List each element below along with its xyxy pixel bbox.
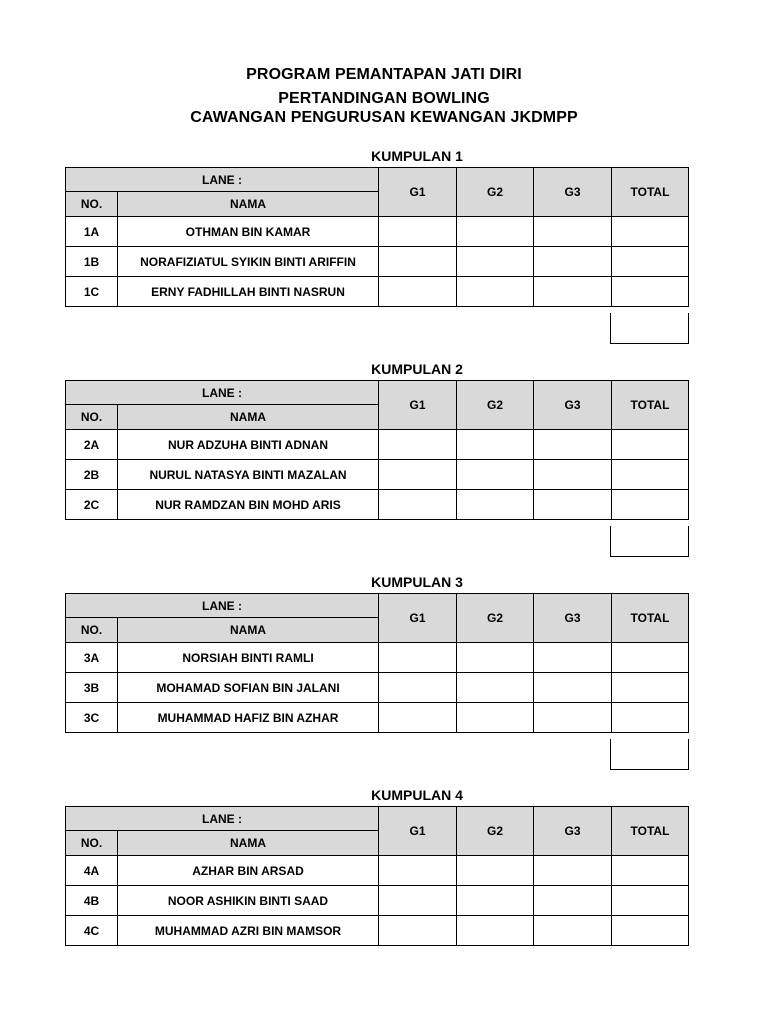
header-no: NO. (66, 405, 118, 430)
row-nama: NUR RAMDZAN BIN MOHD ARIS (118, 490, 379, 520)
g1-cell[interactable] (379, 247, 457, 277)
g1-cell[interactable] (379, 460, 457, 490)
table-row (66, 673, 689, 703)
score-table (65, 806, 689, 946)
header-total: TOTAL (612, 381, 689, 430)
total-cell[interactable] (612, 916, 689, 946)
g1-cell[interactable] (379, 703, 457, 733)
g1-cell[interactable] (379, 916, 457, 946)
row-no: 4C (66, 916, 118, 946)
g1-cell[interactable] (379, 643, 457, 673)
row-nama: NOOR ASHIKIN BINTI SAAD (118, 886, 379, 916)
g3-cell[interactable] (534, 643, 612, 673)
total-cell[interactable] (612, 886, 689, 916)
total-cell[interactable] (612, 277, 689, 307)
table-row (66, 856, 689, 886)
g3-cell[interactable] (534, 856, 612, 886)
table-row (66, 430, 689, 460)
row-nama: NUR ADZUHA BINTI ADNAN (118, 430, 379, 460)
header-g2: G2 (457, 594, 534, 643)
g2-cell[interactable] (457, 856, 534, 886)
document-department: CAWANGAN PENGURUSAN KEWANGAN JKDMPP (190, 109, 578, 126)
g3-cell[interactable] (534, 430, 612, 460)
document-title: PROGRAM PEMANTAPAN JATI DIRI (246, 66, 522, 83)
table-row (66, 490, 689, 520)
table-row (66, 247, 689, 277)
g2-cell[interactable] (457, 703, 534, 733)
table-row (66, 217, 689, 247)
row-nama: ERNY FADHILLAH BINTI NASRUN (118, 277, 379, 307)
g2-cell[interactable] (457, 673, 534, 703)
g2-cell[interactable] (457, 217, 534, 247)
table-row (66, 886, 689, 916)
document-subtitle: PERTANDINGAN BOWLING (278, 90, 490, 107)
row-no: 2A (66, 430, 118, 460)
row-no: 4B (66, 886, 118, 916)
g3-cell[interactable] (534, 916, 612, 946)
lane-label: LANE : (66, 381, 379, 405)
lane-label: LANE : (66, 807, 379, 831)
row-no: 4A (66, 856, 118, 886)
g3-cell[interactable] (534, 886, 612, 916)
total-cell[interactable] (612, 430, 689, 460)
score-table (65, 380, 689, 520)
g2-cell[interactable] (457, 490, 534, 520)
row-nama: OTHMAN BIN KAMAR (118, 217, 379, 247)
header-g3: G3 (534, 594, 612, 643)
g3-cell[interactable] (534, 490, 612, 520)
row-no: 2B (66, 460, 118, 490)
header-nama: NAMA (118, 618, 379, 643)
group-total-box[interactable] (610, 313, 689, 344)
lane-label: LANE : (66, 594, 379, 618)
g3-cell[interactable] (534, 460, 612, 490)
g2-cell[interactable] (457, 916, 534, 946)
g2-cell[interactable] (457, 247, 534, 277)
header-total: TOTAL (612, 594, 689, 643)
g1-cell[interactable] (379, 856, 457, 886)
group-total-box[interactable] (610, 739, 689, 770)
total-cell[interactable] (612, 247, 689, 277)
header-nama: NAMA (118, 192, 379, 217)
g2-cell[interactable] (457, 277, 534, 307)
g1-cell[interactable] (379, 277, 457, 307)
header-g2: G2 (457, 381, 534, 430)
g2-cell[interactable] (457, 460, 534, 490)
header-g3: G3 (534, 168, 612, 217)
g1-cell[interactable] (379, 217, 457, 247)
row-nama: MUHAMMAD HAFIZ BIN AZHAR (118, 703, 379, 733)
g2-cell[interactable] (457, 643, 534, 673)
header-no: NO. (66, 618, 118, 643)
row-nama: NURUL NATASYA BINTI MAZALAN (118, 460, 379, 490)
header-g3: G3 (534, 381, 612, 430)
header-no: NO. (66, 831, 118, 856)
header-g1: G1 (379, 168, 457, 217)
g3-cell[interactable] (534, 217, 612, 247)
header-g3: G3 (534, 807, 612, 856)
header-nama: NAMA (118, 405, 379, 430)
table-row (66, 916, 689, 946)
group-title: KUMPULAN 1 (371, 148, 463, 164)
lane-label: LANE : (66, 168, 379, 192)
g3-cell[interactable] (534, 277, 612, 307)
row-nama: MUHAMMAD AZRI BIN MAMSOR (118, 916, 379, 946)
header-total: TOTAL (612, 168, 689, 217)
row-no: 3C (66, 703, 118, 733)
row-no: 3B (66, 673, 118, 703)
g2-cell[interactable] (457, 430, 534, 460)
row-no: 1A (66, 217, 118, 247)
row-nama: MOHAMAD SOFIAN BIN JALANI (118, 673, 379, 703)
table-row (66, 277, 689, 307)
row-nama: NORAFIZIATUL SYIKIN BINTI ARIFFIN (118, 247, 379, 277)
total-cell[interactable] (612, 856, 689, 886)
header-g1: G1 (379, 807, 457, 856)
group-title: KUMPULAN 4 (371, 787, 463, 803)
header-g1: G1 (379, 381, 457, 430)
g3-cell[interactable] (534, 247, 612, 277)
row-nama: AZHAR BIN ARSAD (118, 856, 379, 886)
header-g2: G2 (457, 807, 534, 856)
g1-cell[interactable] (379, 886, 457, 916)
g3-cell[interactable] (534, 703, 612, 733)
total-cell[interactable] (612, 703, 689, 733)
header-total: TOTAL (612, 807, 689, 856)
row-no: 1C (66, 277, 118, 307)
g2-cell[interactable] (457, 886, 534, 916)
score-table (65, 593, 689, 733)
score-table (65, 167, 689, 307)
g1-cell[interactable] (379, 430, 457, 460)
total-cell[interactable] (612, 490, 689, 520)
row-no: 3A (66, 643, 118, 673)
total-cell[interactable] (612, 217, 689, 247)
group-total-box[interactable] (610, 526, 689, 557)
g1-cell[interactable] (379, 490, 457, 520)
total-cell[interactable] (612, 460, 689, 490)
header-g1: G1 (379, 594, 457, 643)
row-nama: NORSIAH BINTI RAMLI (118, 643, 379, 673)
group-title: KUMPULAN 3 (371, 574, 463, 590)
group-title: KUMPULAN 2 (371, 361, 463, 377)
g1-cell[interactable] (379, 673, 457, 703)
table-row (66, 460, 689, 490)
header-nama: NAMA (118, 831, 379, 856)
row-no: 1B (66, 247, 118, 277)
total-cell[interactable] (612, 673, 689, 703)
total-cell[interactable] (612, 643, 689, 673)
row-no: 2C (66, 490, 118, 520)
header-no: NO. (66, 192, 118, 217)
table-row (66, 643, 689, 673)
header-g2: G2 (457, 168, 534, 217)
g3-cell[interactable] (534, 673, 612, 703)
table-row (66, 703, 689, 733)
